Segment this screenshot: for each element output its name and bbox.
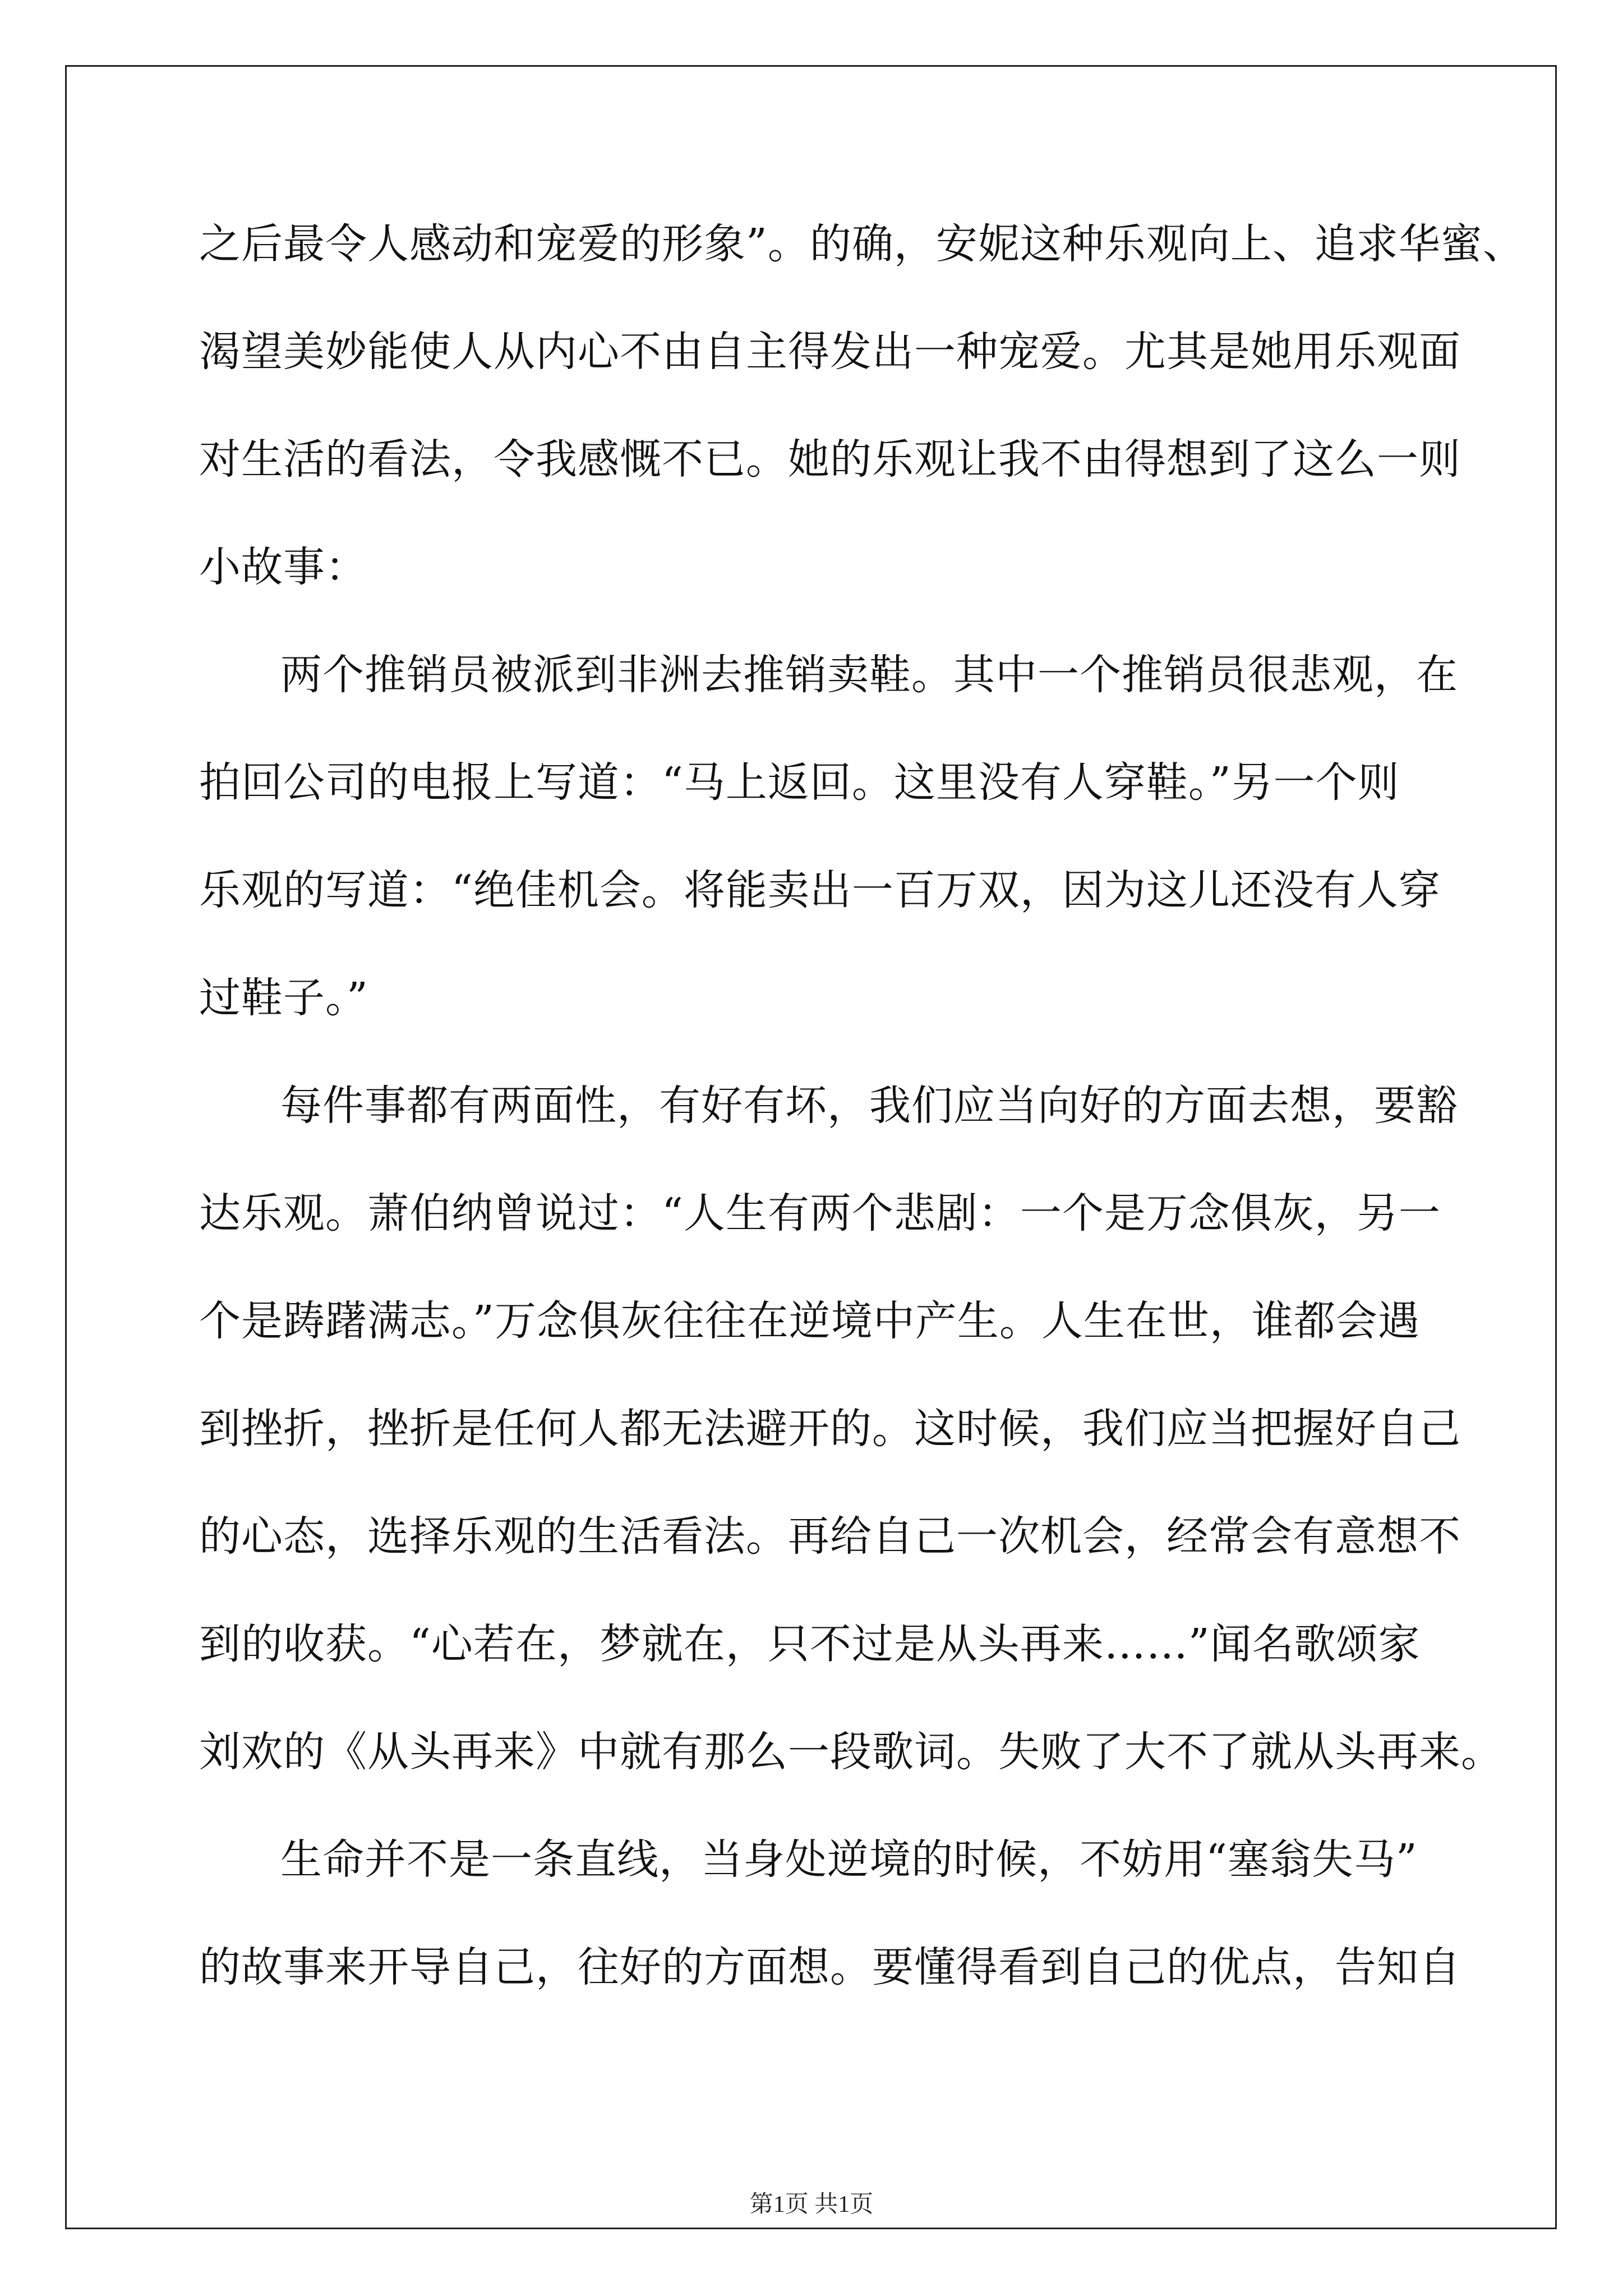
paragraph-line: 每件事都有两面性，有好有坏，我们应当向好的方面去想，要豁: [280, 1082, 1458, 1130]
paragraph-line: 达乐观。萧伯纳曾说过：“人生有两个悲剧：一个是万念俱灰，另一: [199, 1189, 1441, 1237]
paragraph-line: 个是踌躇满志。”万念俱灰往往在逆境中产生。人生在世，谁都会遇: [199, 1297, 1420, 1345]
paragraph-line: 生命并不是一条直线，当身处逆境的时候，不妨用“塞翁失马”: [280, 1835, 1418, 1884]
paragraph-line: 乐观的写道：“绝佳机会。将能卖出一百万双，因为这儿还没有人穿: [199, 866, 1441, 914]
paragraph-line: 小故事：: [199, 543, 367, 591]
page-border: [65, 65, 1557, 2229]
paragraph-line: 拍回公司的电报上写道：“马上返回。这里没有人穿鞋。”另一个则: [199, 758, 1400, 807]
paragraph-line: 两个推销员被派到非洲去推销卖鞋。其中一个推销员很悲观，在: [280, 651, 1458, 699]
paragraph-line: 的故事来开导自己，往好的方面想。要懂得看到自己的优点，告知自: [199, 1943, 1461, 1991]
paragraph-line: 刘欢的《从头再来》中就有那么一段歌词。失败了大不了就从头再来。: [199, 1728, 1503, 1776]
paragraph-line: 的心态，选择乐观的生活看法。再给自己一次机会，经常会有意想不: [199, 1512, 1461, 1561]
paragraph-line: 渴望美妙能使人从内心不由自主得发出一种宠爱。尤其是她用乐观面: [199, 328, 1461, 376]
paragraph-line: 之后最令人感动和宠爱的形象”。的确，安妮这种乐观向上、追求华蜜、: [199, 220, 1525, 268]
paragraph-line: 到挫折，挫折是任何人都无法避开的。这时候，我们应当把握好自己: [199, 1405, 1461, 1453]
paragraph-line: 对生活的看法，令我感慨不已。她的乐观让我不由得想到了这么一则: [199, 435, 1461, 484]
paragraph-line: 到的收获。“心若在，梦就在，只不过是从头再来……”闻名歌颂家: [199, 1620, 1421, 1668]
page-number-footer: 第1页 共1页: [749, 2192, 874, 2217]
paragraph-line: 过鞋子。”: [199, 974, 368, 1022]
